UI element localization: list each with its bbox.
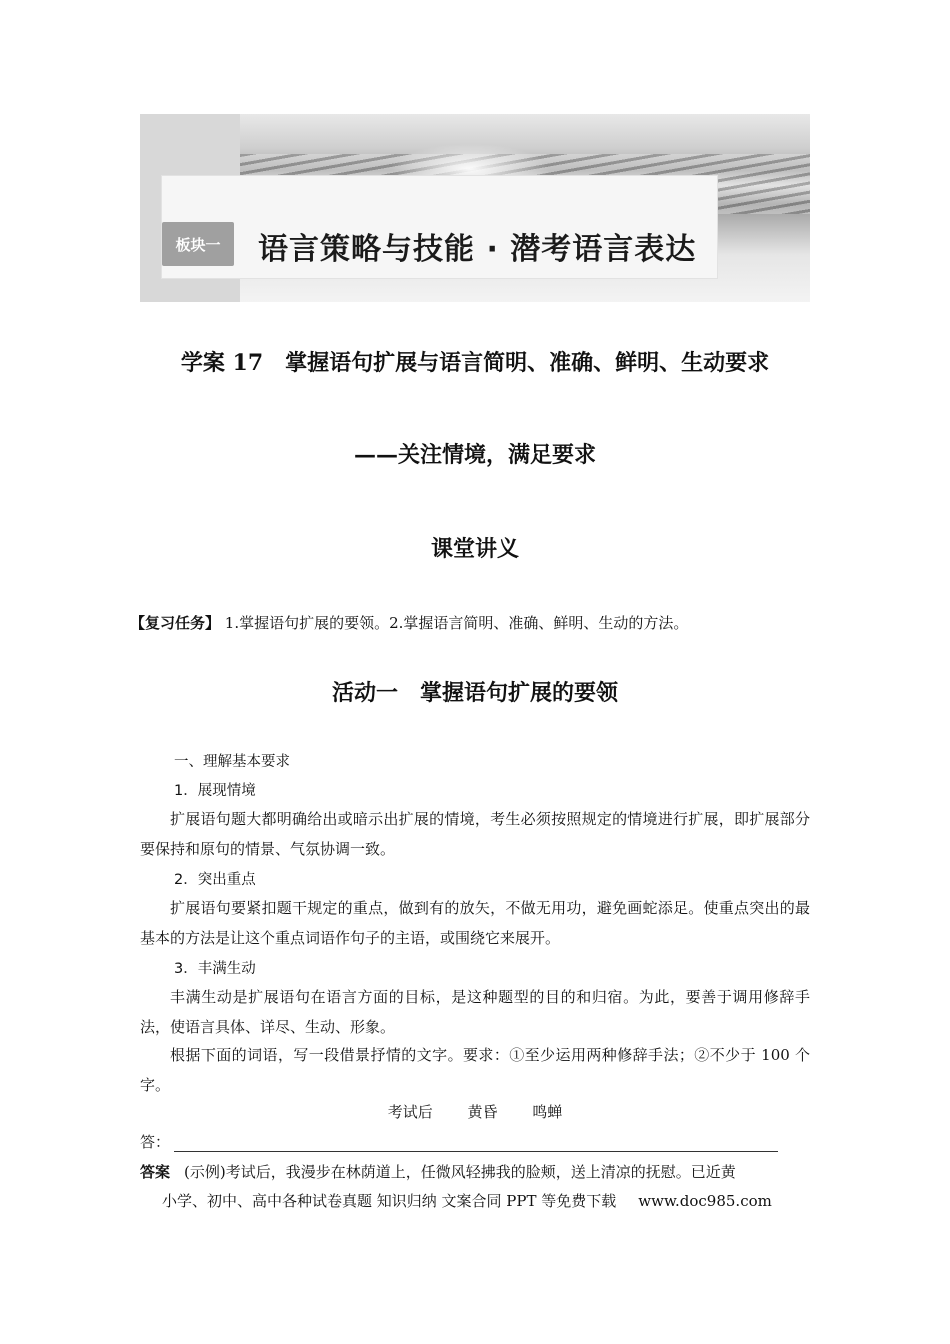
answer-label: 答： bbox=[140, 1133, 171, 1151]
word-1: 考试后 bbox=[387, 1103, 433, 1121]
lesson-subtitle: ——关注情境，满足要求 bbox=[353, 442, 596, 468]
section-banner bbox=[140, 114, 810, 302]
review-task bbox=[130, 612, 688, 633]
review-task-text: 1.掌握语句扩展的要领。2.掌握语言简明、准确、鲜明、生动的方法。 bbox=[224, 614, 689, 632]
word-2: 黄昏 bbox=[467, 1103, 498, 1121]
exercise-prompt: 根据下面的词语，写一段借景抒情的文字。要求：①至少运用两种修辞手法；②不少于 100 个字。 bbox=[140, 1046, 810, 1094]
sample-answer bbox=[140, 1161, 810, 1182]
section-badge: 板块一 bbox=[162, 222, 234, 266]
answer-text: (示例)考试后，我漫步在林荫道上，任微风轻拂我的脸颊，送上清凉的抚慰。已近黄 bbox=[184, 1163, 736, 1181]
banner-title: 语言策略与技能 · 潜考语言表达 bbox=[258, 232, 697, 267]
answer-blank bbox=[140, 1131, 170, 1152]
item-text-2: 扩展语句要紧扣题干规定的重点，做到有的放矢，不做无用功，避免画蛇添足。使重点突出的最基本的方法是让这个重点词语作句子的主语，或围绕它来展开。 bbox=[140, 899, 810, 947]
item-heading-2: 2．突出重点 bbox=[174, 872, 256, 888]
exercise-words bbox=[140, 1101, 810, 1122]
activity-title: 活动一 掌握语句扩展的要领 bbox=[331, 680, 618, 706]
answer-underline bbox=[174, 1151, 778, 1152]
lesson-title: 学案 17 掌握语句扩展与语言简明、准确、鲜明、生动要求 bbox=[180, 350, 770, 376]
part-heading: 一、理解基本要求 bbox=[174, 754, 290, 770]
word-3: 鸣蝉 bbox=[532, 1103, 563, 1121]
answer-tag: 答案 bbox=[140, 1163, 171, 1181]
item-heading-3: 3．丰满生动 bbox=[174, 961, 256, 977]
review-task-tag: 【复习任务】 bbox=[130, 614, 221, 632]
page-footer bbox=[162, 1190, 772, 1211]
footer-url: www.doc985.com bbox=[638, 1192, 772, 1210]
footer-text: 小学、初中、高中各种试卷真题 知识归纳 文案合同 PPT 等免费下载 bbox=[162, 1192, 617, 1210]
item-text-3: 丰满生动是扩展语句在语言方面的目标，是这种题型的目的和归宿。为此，要善于调用修辞手法，使语言具体、详尽、生动、形象。 bbox=[140, 988, 810, 1036]
item-text-1: 扩展语句题大都明确给出或暗示出扩展的情境，考生必须按照规定的情境进行扩展，即扩展部分要保持和原句的情景、气氛协调一致。 bbox=[140, 810, 810, 858]
item-heading-1: 1．展现情境 bbox=[174, 783, 256, 799]
section-title: 课堂讲义 bbox=[430, 536, 519, 562]
